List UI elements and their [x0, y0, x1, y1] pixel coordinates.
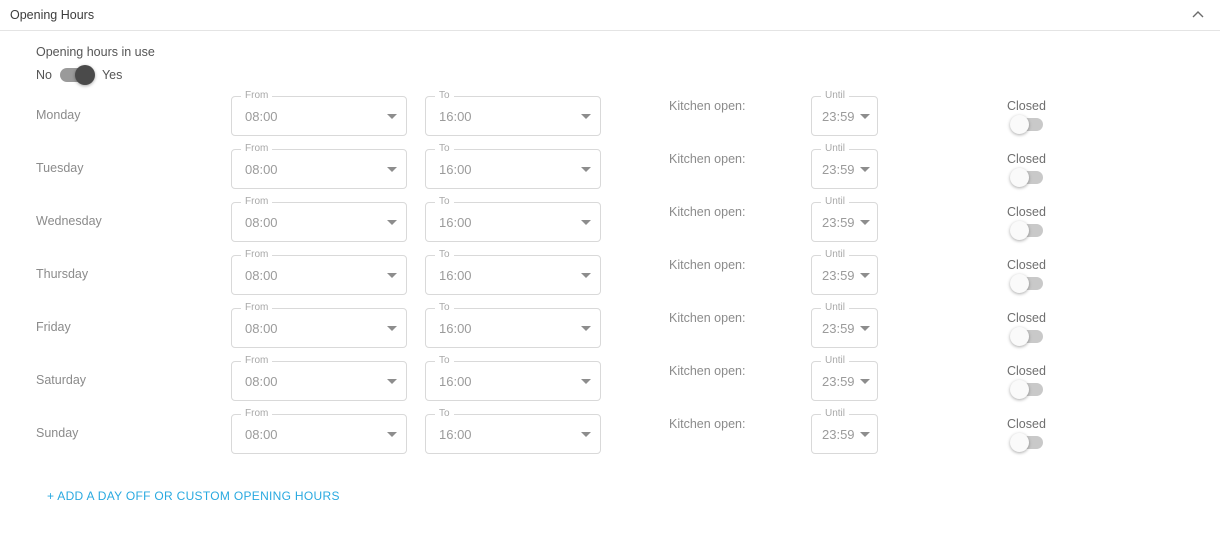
- kitchen-until-value: 23:59: [822, 109, 855, 124]
- chevron-down-icon: [860, 273, 870, 278]
- opening-hours-in-use-label: Opening hours in use: [36, 45, 155, 59]
- kitchen-until-select[interactable]: [811, 90, 878, 136]
- to-time-value: 16:00: [439, 162, 472, 177]
- chevron-down-icon: [581, 432, 591, 437]
- chevron-down-icon: [581, 379, 591, 384]
- kitchen-until-select[interactable]: [811, 249, 878, 295]
- day-row: [0, 302, 1220, 361]
- opening-hours-in-use-block: [0, 31, 1220, 82]
- kitchen-until-value: 23:59: [822, 374, 855, 389]
- from-time-select[interactable]: [231, 143, 407, 189]
- opening-hours-in-use-row: [36, 68, 1220, 82]
- to-legend: To: [435, 196, 454, 208]
- day-row: [0, 355, 1220, 414]
- to-time-select[interactable]: [425, 249, 601, 295]
- to-time-select[interactable]: [425, 355, 601, 401]
- chevron-down-icon: [581, 114, 591, 119]
- until-legend: Until: [821, 90, 849, 102]
- from-legend: From: [241, 143, 272, 155]
- kitchen-until-value: 23:59: [822, 321, 855, 336]
- closed-label: Closed: [1007, 99, 1046, 113]
- to-time-value: 16:00: [439, 268, 472, 283]
- to-time-value: 16:00: [439, 374, 472, 389]
- chevron-down-icon: [860, 114, 870, 119]
- chevron-down-icon: [581, 167, 591, 172]
- chevron-down-icon: [860, 220, 870, 225]
- kitchen-until-select[interactable]: [811, 355, 878, 401]
- from-time-select[interactable]: [231, 408, 407, 454]
- from-legend: From: [241, 302, 272, 314]
- add-day-off-link[interactable]: + ADD A DAY OFF OR CUSTOM OPENING HOURS: [47, 489, 340, 503]
- closed-label: Closed: [1007, 258, 1046, 272]
- to-legend: To: [435, 408, 454, 420]
- kitchen-open-label: Kitchen open:: [669, 417, 746, 431]
- closed-toggle[interactable]: [1011, 118, 1043, 131]
- kitchen-until-value: 23:59: [822, 268, 855, 283]
- from-time-select[interactable]: [231, 355, 407, 401]
- kitchen-until-select[interactable]: [811, 196, 878, 242]
- kitchen-until-value: 23:59: [822, 427, 855, 442]
- kitchen-open-label: Kitchen open:: [669, 205, 746, 219]
- chevron-down-icon: [387, 326, 397, 331]
- kitchen-open-label: Kitchen open:: [669, 364, 746, 378]
- from-time-select[interactable]: [231, 302, 407, 348]
- chevron-up-icon[interactable]: [1190, 7, 1206, 23]
- from-time-select[interactable]: [231, 196, 407, 242]
- page-title: Opening Hours: [10, 8, 95, 22]
- from-time-select[interactable]: [231, 249, 407, 295]
- day-name-label: Monday: [36, 108, 81, 122]
- closed-label: Closed: [1007, 364, 1046, 378]
- chevron-down-icon: [387, 273, 397, 278]
- kitchen-until-value: 23:59: [822, 162, 855, 177]
- toggle-knob: [1010, 221, 1029, 240]
- day-row: [0, 90, 1220, 149]
- chevron-down-icon: [581, 220, 591, 225]
- from-legend: From: [241, 90, 272, 102]
- from-time-value: 08:00: [245, 268, 278, 283]
- closed-toggle[interactable]: [1011, 171, 1043, 184]
- kitchen-until-select[interactable]: [811, 302, 878, 348]
- to-time-select[interactable]: [425, 90, 601, 136]
- chevron-down-icon: [860, 379, 870, 384]
- chevron-down-icon: [860, 326, 870, 331]
- day-name-label: Wednesday: [36, 214, 102, 228]
- from-legend: From: [241, 196, 272, 208]
- chevron-down-icon: [387, 220, 397, 225]
- to-time-value: 16:00: [439, 109, 472, 124]
- kitchen-open-label: Kitchen open:: [669, 311, 746, 325]
- from-time-value: 08:00: [245, 162, 278, 177]
- day-rows: [0, 90, 1220, 467]
- chevron-down-icon: [387, 167, 397, 172]
- until-legend: Until: [821, 302, 849, 314]
- from-legend: From: [241, 355, 272, 367]
- day-name-label: Saturday: [36, 373, 87, 387]
- toggle-knob: [1010, 274, 1029, 293]
- from-time-value: 08:00: [245, 321, 278, 336]
- toggle-knob: [75, 65, 95, 85]
- day-name-label: Friday: [36, 320, 71, 334]
- day-row: [0, 408, 1220, 467]
- from-time-value: 08:00: [245, 109, 278, 124]
- closed-toggle[interactable]: [1011, 224, 1043, 237]
- chevron-down-icon: [581, 273, 591, 278]
- toggle-yes-label: Yes: [101, 68, 123, 82]
- kitchen-until-select[interactable]: [811, 408, 878, 454]
- from-time-value: 08:00: [245, 427, 278, 442]
- closed-toggle[interactable]: [1011, 330, 1043, 343]
- closed-toggle[interactable]: [1011, 277, 1043, 290]
- kitchen-until-select[interactable]: [811, 143, 878, 189]
- kitchen-open-label: Kitchen open:: [669, 258, 746, 272]
- closed-label: Closed: [1007, 152, 1046, 166]
- to-time-select[interactable]: [425, 408, 601, 454]
- toggle-knob: [1010, 380, 1029, 399]
- chevron-down-icon: [387, 114, 397, 119]
- to-time-select[interactable]: [425, 196, 601, 242]
- to-time-value: 16:00: [439, 321, 472, 336]
- day-row: [0, 143, 1220, 202]
- toggle-no-label: No: [36, 68, 52, 82]
- toggle-knob: [1010, 168, 1029, 187]
- chevron-down-icon: [860, 167, 870, 172]
- kitchen-open-label: Kitchen open:: [669, 152, 746, 166]
- to-legend: To: [435, 249, 454, 261]
- day-row: [0, 196, 1220, 255]
- to-time-value: 16:00: [439, 215, 472, 230]
- to-legend: To: [435, 90, 454, 102]
- from-legend: From: [241, 249, 272, 261]
- chevron-down-icon: [860, 432, 870, 437]
- to-time-value: 16:00: [439, 427, 472, 442]
- closed-label: Closed: [1007, 417, 1046, 431]
- closed-label: Closed: [1007, 311, 1046, 325]
- from-time-value: 08:00: [245, 374, 278, 389]
- day-row: [0, 249, 1220, 308]
- until-legend: Until: [821, 143, 849, 155]
- until-legend: Until: [821, 355, 849, 367]
- toggle-knob: [1010, 327, 1029, 346]
- to-legend: To: [435, 302, 454, 314]
- from-legend: From: [241, 408, 272, 420]
- closed-toggle[interactable]: [1011, 383, 1043, 396]
- until-legend: Until: [821, 408, 849, 420]
- to-time-select[interactable]: [425, 143, 601, 189]
- day-name-label: Sunday: [36, 426, 79, 440]
- chevron-down-icon: [387, 379, 397, 384]
- opening-hours-panel-header: [0, 0, 1220, 31]
- toggle-knob: [1010, 115, 1029, 134]
- from-time-value: 08:00: [245, 215, 278, 230]
- until-legend: Until: [821, 196, 849, 208]
- to-legend: To: [435, 143, 454, 155]
- day-name-label: Thursday: [36, 267, 89, 281]
- closed-toggle[interactable]: [1011, 436, 1043, 449]
- chevron-down-icon: [581, 326, 591, 331]
- to-legend: To: [435, 355, 454, 367]
- to-time-select[interactable]: [425, 302, 601, 348]
- from-time-select[interactable]: [231, 90, 407, 136]
- until-legend: Until: [821, 249, 849, 261]
- closed-label: Closed: [1007, 205, 1046, 219]
- kitchen-open-label: Kitchen open:: [669, 99, 746, 113]
- chevron-down-icon: [387, 432, 397, 437]
- opening-hours-in-use-toggle[interactable]: [60, 68, 94, 82]
- day-name-label: Tuesday: [36, 161, 84, 175]
- kitchen-until-value: 23:59: [822, 215, 855, 230]
- toggle-knob: [1010, 433, 1029, 452]
